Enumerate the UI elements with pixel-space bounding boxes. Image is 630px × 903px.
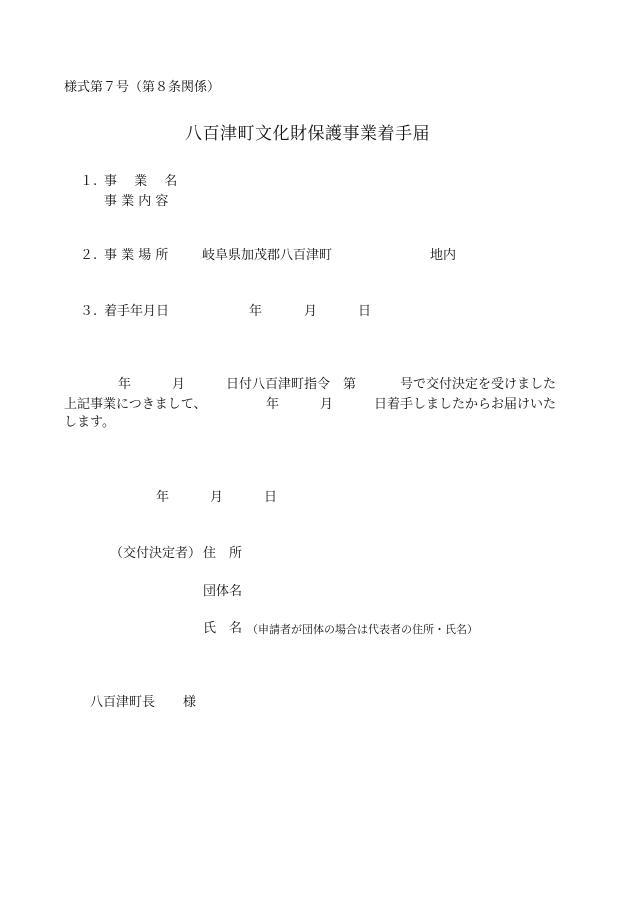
- item2-number: ２.: [80, 248, 98, 263]
- applicant-name-note: （申請者が団体の場合は代表者の住所・氏名）: [247, 623, 478, 636]
- applicant-org-label: 団体名: [203, 584, 243, 599]
- date-year: 年: [156, 490, 170, 505]
- applicant-name-label: 氏 名: [203, 621, 243, 636]
- item2-label: 事 業 場 所: [104, 248, 169, 263]
- body-month: 月: [172, 377, 186, 392]
- body-line2-start: 上記事業につきまして、: [64, 397, 207, 412]
- body-line2-end: 日着手しましたからお届けいた: [374, 397, 557, 412]
- page-title: 八百津町文化財保護事業着手届: [185, 124, 430, 144]
- body-year: 年: [118, 377, 132, 392]
- item3-year: 年: [249, 304, 263, 319]
- addressee-name: 八百津町長: [90, 695, 156, 710]
- applicant-group-label: （交付決定者）: [110, 546, 202, 561]
- date-day: 日: [264, 490, 278, 505]
- item3-month: 月: [304, 304, 318, 319]
- applicant-address-label: 住 所: [203, 546, 243, 561]
- body-line1-mid: 日付八百津町指令 第: [226, 377, 357, 392]
- form-number: 様式第７号（第８条関係）: [64, 80, 221, 95]
- addressee-honorific: 様: [183, 695, 197, 710]
- item1-sub-label: 事 業 内 容: [104, 194, 169, 209]
- body-line1-end: 号で交付決定を受けました: [400, 377, 557, 392]
- item2-location-prefix: 岐阜県加茂郡八百津町: [202, 248, 333, 263]
- date-month: 月: [210, 490, 224, 505]
- item1-number: １.: [80, 174, 98, 189]
- item2-location-suffix: 地内: [430, 248, 457, 263]
- body-line3: します。: [64, 415, 115, 430]
- item3-number: ３.: [80, 304, 98, 319]
- item3-label: 着手年月日: [104, 304, 170, 319]
- body-line2-year: 年: [266, 397, 280, 412]
- item3-day: 日: [358, 304, 372, 319]
- item1-label: 事 業 名: [104, 174, 178, 189]
- body-line2-month: 月: [320, 397, 334, 412]
